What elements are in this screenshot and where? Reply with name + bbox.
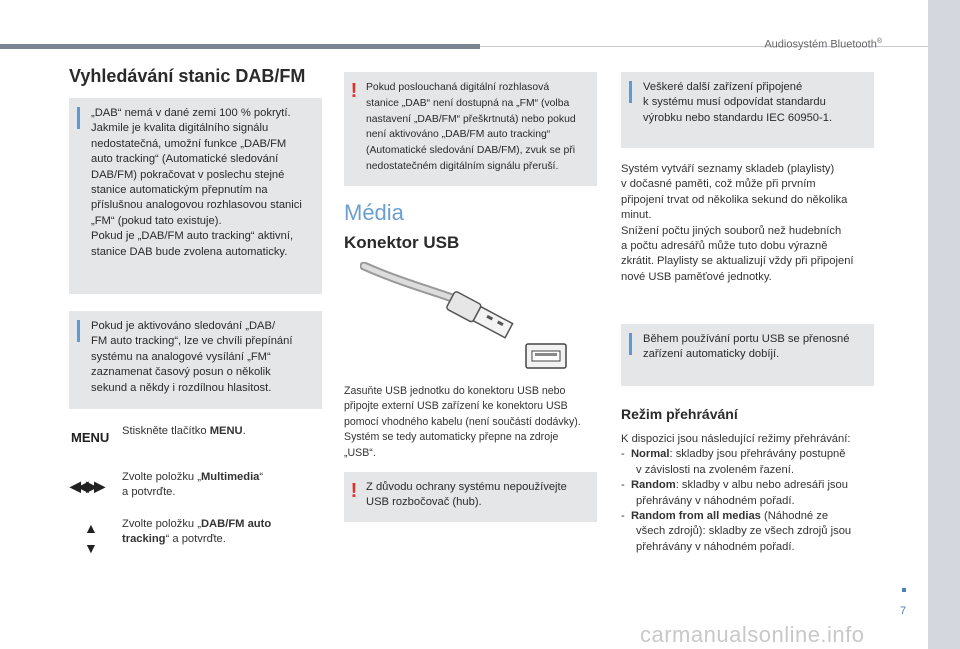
dab-info-text: „DAB“ nemá v dané zemi 100 % pokrytí. Jakmile je kvalita digitálního signálu nedostatečná, umožní funkce „DAB/FM auto tracking“ (Automatické sledování DAB/FM) pokračovat v poslechu stejné stanice automatickým přepnutím na příslušnou analogovou rozhlasovou stanici „FM“ (pokud tato existuje). Pokud je „DAB/FM auto tracking“ aktivní, stanice DAB bude zvolena automaticky. (91, 107, 302, 258)
playback-mode-heading: Režim přehrávání (621, 406, 738, 422)
playback-modes-list: K dispozici jsou následující režimy přehrávání: - Normal: skladby jsou přehrávány postupně v závislosti na zvoleném řazení. - Random: skladby v albu nebo adresáři jsou přehrávány v náhodném pořadí. - Random from all medias (Náhodné ze všech zdrojů): skladby ze všech zdrojů jsou přehrávány v náhodném pořadí. (621, 433, 852, 553)
continuation-marker (902, 588, 906, 592)
info-icon (629, 81, 632, 103)
warning-icon: ! (350, 480, 358, 502)
dab-warning-box (344, 72, 597, 186)
step-dab-tracking: Zvolte položku „DAB/FM auto tracking“ a potvrďte. (122, 518, 272, 546)
dab-tracking-text: Pokud je aktivováno sledování „DAB/ FM auto tracking“, lze ve chvíli přepínání systému na analogové vysílání „FM“ zaznamenat časový posun o několik sekund a někdy i rozdílnou hlasitost. (91, 320, 293, 394)
playlist-paragraph: Systém vytváří seznamy skladeb (playlisty) v dočasné paměti, což může při prvním připojení trvat od několika sekund do několika minut. Snížení počtu jiných souborů než hudebních a počtu adresářů může tuto dobu výrazně zkrátit. Playlisty se aktualizují vždy při připojení nové USB paměťové jednotky. (621, 163, 854, 283)
info-icon (629, 333, 632, 355)
usb-connector-illustration (360, 262, 575, 374)
warning-icon: ! (350, 80, 358, 102)
dab-info-box (69, 98, 322, 294)
usb-hub-warning-box (344, 472, 597, 522)
standard-info-text: Veškeré další zařízení připojené k systému musí odpovídat standardu výrobku nebo standardu IEC 60950-1. (643, 81, 833, 124)
dab-tracking-box (69, 311, 322, 409)
usb-instructions: Zasuňte USB jednotku do konektoru USB nebo připojte externí USB zařízení ke konektoru USB pomocí vhodného kabelu (není součástí dodávky). Systém se tedy automaticky přepne na zdroje „USB“. (344, 385, 581, 459)
step-multimedia: Zvolte položku „Multimedia“ a potvrďte. (122, 471, 264, 499)
charging-info-box (621, 324, 874, 386)
usb-heading: Konektor USB (344, 233, 460, 252)
dab-heading: Vyhledávání stanic DAB/FM (69, 66, 306, 86)
info-icon (77, 107, 80, 129)
info-icon (77, 320, 80, 342)
charging-info-text: Během používání portu USB se přenosné zařízení automaticky dobíjí. (643, 333, 850, 361)
arrow-down-icon: ▼ (84, 540, 98, 556)
side-tab-strip (928, 0, 960, 649)
media-heading: Média (344, 200, 404, 225)
standard-info-box (621, 72, 874, 148)
seek-arrows-icon: ◀◀ ▶▶ (70, 478, 102, 494)
arrow-up-icon: ▲ (84, 520, 98, 536)
dab-warning-text: Pokud poslouchaná digitální rozhlasová stanice „DAB“ není dostupná na „FM“ (volba nastavení „DAB/FM“ přeškrtnutá) nebo pokud není aktivováno „DAB/FM auto tracking“ (Automatické sledování DAB/FM), zvuk se při nedostatečném digitálním signálu přeruší. (366, 82, 576, 172)
watermark: carmanualsonline.info (640, 622, 865, 647)
usb-hub-warning-text: Z důvodu ochrany systému nepoužívejte USB rozbočovač (hub). (366, 481, 567, 509)
section-title: Audiosystém Bluetooth® (764, 38, 882, 51)
menu-button-icon: MENU (71, 430, 110, 445)
step-menu: Stiskněte tlačítko MENU. (122, 425, 246, 437)
top-header-bar (0, 44, 480, 49)
page-number: 7 (900, 605, 907, 617)
